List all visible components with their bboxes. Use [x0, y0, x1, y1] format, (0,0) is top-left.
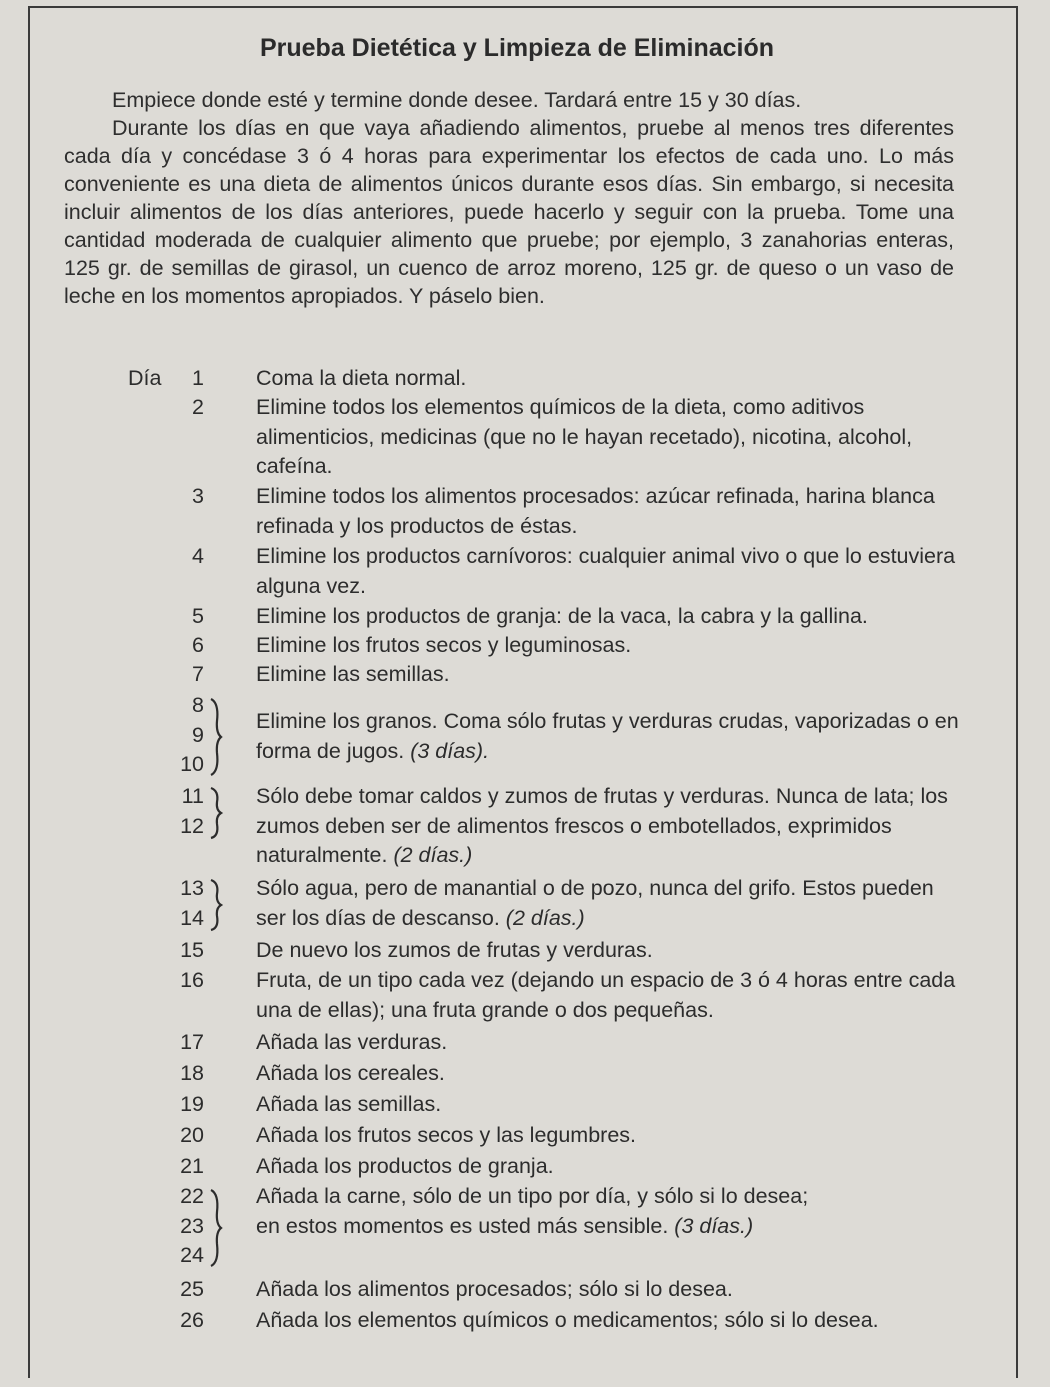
intro-paragraph: Empiece donde esté y termine donde desee. Tardará entre 15 y 30 días.: [112, 88, 802, 112]
day-number: 2: [192, 395, 204, 419]
day-number: 6: [192, 633, 204, 657]
day-text: Sólo agua, pero de manantial o de pozo, nunca del grifo. Estos pueden ser los días de descanso. (2 días.): [256, 876, 934, 930]
day-text: Añada la carne, sólo de un tipo por día, y sólo si lo desea; en estos momentos es usted más sensible. (3 días.): [256, 1184, 809, 1238]
day-number: 13 14: [180, 876, 204, 930]
brace-icon: [207, 1188, 227, 1268]
day-number: 15: [180, 938, 204, 962]
page-title: Prueba Dietética y Limpieza de Eliminación: [259, 34, 775, 62]
day-text: De nuevo los zumos de frutas y verduras.: [256, 938, 653, 962]
brace-icon: [207, 786, 227, 840]
brace-icon: [207, 878, 227, 932]
day-text: Elimine los frutos secos y leguminosas.: [256, 633, 632, 657]
day-text: Añada los alimentos procesados; sólo si lo desea.: [256, 1277, 733, 1301]
day-text: Elimine los granos. Coma sólo frutas y verduras crudas, vaporizadas o en forma de jugos. (3 días).: [256, 709, 959, 763]
day-text: Añada los productos de granja.: [256, 1154, 554, 1178]
day-text: Añada los cereales.: [256, 1061, 445, 1085]
day-text: Añada los frutos secos y las legumbres.: [256, 1123, 637, 1147]
day-text: Sólo debe tomar caldos y zumos de frutas y verduras. Nunca de lata; los zumos deben ser de alimentos frescos o embotellados, exprimidos naturalmente. (2 días.): [256, 784, 948, 867]
day-number: 18: [180, 1061, 204, 1085]
day-number: 17: [180, 1030, 204, 1054]
day-number: 8 9 10: [180, 693, 204, 776]
day-text: Añada las semillas.: [256, 1092, 442, 1116]
day-text: Añada los elementos químicos o medicamentos; sólo si lo desea.: [256, 1308, 879, 1332]
day-text: Elimine los productos de granja: de la vaca, la cabra y la gallina.: [256, 604, 868, 628]
day-number: 11 12: [180, 784, 204, 838]
day-number: 3: [192, 484, 204, 508]
dia-label: Día: [128, 366, 162, 390]
day-number: 26: [180, 1308, 204, 1332]
day-text: Elimine las semillas.: [256, 662, 450, 686]
day-text: Coma la dieta normal.: [256, 366, 467, 390]
day-text: Elimine todos los elementos químicos de la dieta, como aditivos alimenticios, medicinas (que no le hayan recetado), nicotina, alcohol, cafeína.: [256, 395, 913, 478]
day-text: Elimine todos los alimentos procesados: azúcar refinada, harina blanca refinada y los productos de éstas.: [256, 484, 935, 538]
intro-text: [64, 86, 954, 310]
day-number: 19: [180, 1092, 204, 1116]
day-number: 25: [180, 1277, 204, 1301]
day-text: Añada las verduras.: [256, 1030, 448, 1054]
day-text: Elimine los productos carnívoros: cualquier animal vivo o que lo estuviera alguna vez.: [256, 544, 956, 598]
brace-icon: [207, 697, 227, 777]
day-number: 22 23 24: [180, 1184, 204, 1267]
day-number: 20: [180, 1123, 204, 1147]
day-text: Fruta, de un tipo cada vez (dejando un espacio de 3 ó 4 horas entre cada una de ellas); una fruta grande o dos pequeñas.: [256, 968, 956, 1022]
day-number: 5: [192, 604, 204, 628]
day-number: 4: [192, 544, 204, 568]
day-number: 16: [180, 968, 204, 992]
day-number: 7: [192, 662, 204, 686]
day-number: 1: [192, 366, 204, 390]
intro-paragraph: Durante los días en que vaya añadiendo alimentos, pruebe al menos tres diferentes cada día y concédase 3 ó 4 horas para experimentar los efectos de cada uno. Lo más conveniente es una dieta de alimentos únicos durante esos días. Sin embargo, si necesita incluir alimentos de los días anteriores, puede hacerlo y seguir con la prueba. Tome una cantidad moderada de cualquier alimento que pruebe; por ejemplo, 3 zanahorias enteras, 125 gr. de semillas de girasol, un cuenco de arroz moreno, 125 gr. de queso o un vaso de leche en los momentos apropiados. Y páselo bien.: [64, 116, 954, 308]
day-number: 21: [180, 1154, 204, 1178]
